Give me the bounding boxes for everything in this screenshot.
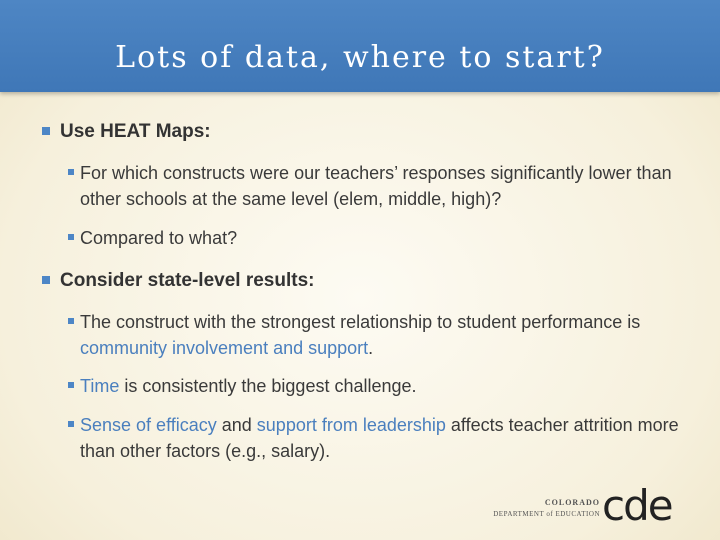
highlight-text: community involvement and support xyxy=(80,338,369,358)
subbullet-time xyxy=(68,373,680,399)
subbullet-text: and xyxy=(216,415,257,435)
logo-department: DEPARTMENT of EDUCATION xyxy=(493,510,600,518)
bullet-state-results xyxy=(42,270,682,292)
logo-mark: cde xyxy=(602,481,672,530)
subbullet-text-end: affects teacher attrition more than other factors (e.g., salary). xyxy=(80,415,679,461)
bullet-square-icon xyxy=(68,421,74,427)
subbullet-efficacy xyxy=(68,412,680,464)
subbullet-strongest-construct xyxy=(68,309,680,361)
cde-logo xyxy=(488,481,698,530)
highlight-text: support from leadership xyxy=(256,415,446,435)
bullet-square-icon xyxy=(42,276,50,284)
highlight-text: Sense of efficacy xyxy=(80,415,217,435)
subbullet-text: Compared to what? xyxy=(80,228,238,248)
bullet-square-icon xyxy=(68,318,74,324)
logo-state: COLORADO xyxy=(544,498,600,507)
subbullet-text: The construct with the strongest relationship to student performance is xyxy=(80,312,641,332)
slide-title: Lots of data, where to start? xyxy=(115,40,605,75)
bullet-square-icon xyxy=(68,169,74,175)
bullet-square-icon xyxy=(68,234,74,240)
subbullet-text: For which constructs were our teachers’ responses significantly lower than other schools at the same level (elem, middle, high)? xyxy=(80,163,672,209)
subbullet-text-end: . xyxy=(368,338,374,358)
subbullet-compared xyxy=(68,225,680,251)
bullet-heat-maps xyxy=(42,121,682,143)
title-bar xyxy=(0,0,720,92)
bullet-label: Use HEAT Maps: xyxy=(60,121,211,142)
bullet-square-icon xyxy=(68,382,74,388)
bullet-label: Consider state-level results: xyxy=(60,270,315,291)
subbullet-text: is consistently the biggest challenge. xyxy=(119,376,417,396)
highlight-text: Time xyxy=(80,376,120,396)
bullet-square-icon xyxy=(42,127,50,135)
subbullet-constructs xyxy=(68,160,680,212)
